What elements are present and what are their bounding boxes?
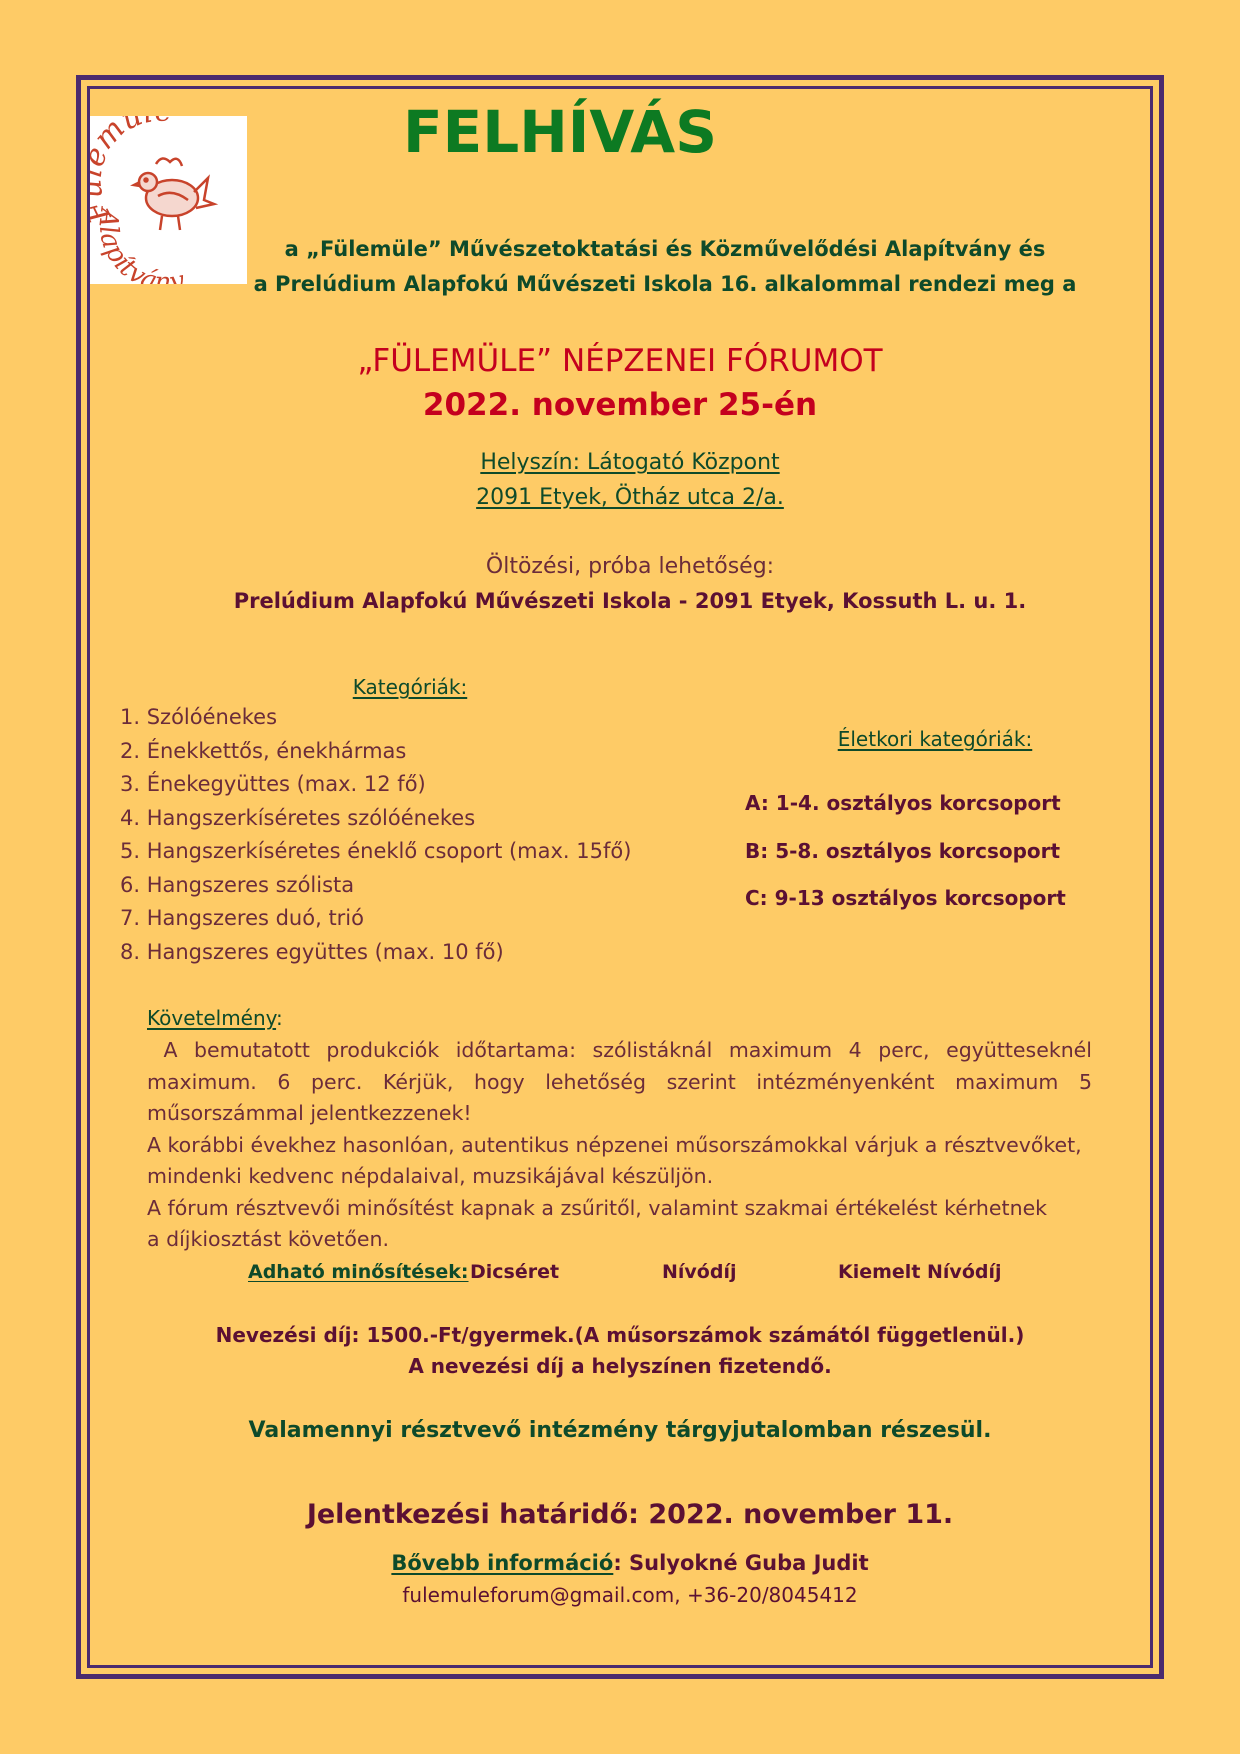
requirements-line: a díjkiosztást követően. (147, 1227, 389, 1251)
requirements-line: A fórum résztvevői minősítést kapnak a zsűritől, valamint szakmai értékelést kérhetnek (147, 1195, 1048, 1220)
prize-text: Valamennyi résztvevő intézmény tárgyjutalomban részesül. (248, 1418, 992, 1443)
logo-graphic (90, 116, 247, 284)
age-categories-title: Életkori kategóriák: (837, 727, 1033, 751)
event-name: „FÜLEMÜLE” NÉPZENEI FÓRUMOT (357, 343, 883, 379)
category-item: 1. Szólóénekes (120, 705, 278, 729)
logo-line1: mü (90, 116, 148, 157)
rating-item: Kiemelt Nívódíj (838, 1261, 1002, 1283)
dressing-label: Öltözési, próba lehetőség: (485, 554, 775, 579)
category-item: 8. Hangszeres együttes (max. 10 fő) (120, 939, 504, 964)
intro-line-1: a „Fülemüle” Művészetoktatási és Közművelődési Alapítvány és (284, 237, 1046, 261)
dressing-place: Prelúdium Alapfokú Művészeti Iskola - 2091 Etyek, Kossuth L. u. 1. (233, 589, 1027, 613)
age-category-c: C: 9-13 osztályos korcsoport (745, 886, 1066, 910)
category-item: 4. Hangszerkíséretes szólóénekes (120, 805, 476, 830)
categories-title: Kategóriák: (352, 675, 468, 699)
contact-line (300, 1548, 960, 1578)
fee-line-2: A nevezési díj a helyszínen fizetendő. (408, 1354, 832, 1378)
category-item: 2. Énekkettős, énekhármas (120, 738, 407, 763)
requirements-colon: : (276, 1006, 283, 1030)
contact-label: Bővebb információ (391, 1551, 614, 1575)
category-item: 5. Hangszerkíséretes éneklő csoport (max. 15fő) (120, 839, 632, 863)
logo-line2: Alapítvány (92, 207, 187, 284)
age-category-a: A: 1-4. osztályos korcsoport (745, 791, 1061, 815)
contact-details[interactable]: fulemuleforum@gmail.com, +36-20/8045412 (402, 1583, 858, 1607)
fulemule-logo (90, 116, 247, 284)
rating-item: Dicséret (470, 1261, 560, 1283)
age-category-b: B: 5-8. osztályos korcsoport (745, 839, 1061, 863)
requirements-line: műsorszámmal jelentkezzenek! (147, 1101, 472, 1125)
requirements-heading (147, 1003, 283, 1033)
requirements-line: A korábbi évekhez hasonlóan, autentikus népzenei műsorszámokkal várjuk a résztvevőket, (147, 1132, 1082, 1157)
deadline-text: Jelentkezési határidő: 2022. november 11. (306, 1499, 954, 1530)
requirements-line: A bemutatott produkciók időtartama: szólistáknál maximum 4 perc, együtteseknél (147, 1038, 1092, 1062)
venue-line-1: Helyszín: Látogató Központ (480, 450, 780, 475)
folk-bird-icon (134, 158, 214, 230)
category-item: 3. Énekegyüttes (max. 12 fő) (120, 772, 426, 796)
requirements-title: Követelmény (147, 1006, 277, 1030)
event-date: 2022. november 25-én (422, 387, 818, 423)
venue-line-2: 2091 Etyek, Ötház utca 2/a. (476, 485, 784, 510)
contact-name: Sulyokné Guba Judit (629, 1551, 869, 1575)
contact-colon: : (613, 1551, 622, 1575)
requirements-line: mindenki kedvenc népdalaival, muzsikájával készüljön. (147, 1164, 714, 1188)
intro-line-2: a Prelúdium Alapfokú Művészeti Iskola 16. alkalommal rendezi meg a (253, 272, 1077, 296)
category-item: 6. Hangszeres szólista (120, 872, 355, 897)
category-item: 7. Hangszeres duó, trió (120, 906, 364, 930)
page-title: FELHÍVÁS (403, 98, 717, 166)
ratings-label: Adható minősítések: (248, 1261, 469, 1283)
fee-line-1: Nevezési díj: 1500.-Ft/gyermek.(A műsorszámok számától függetlenül.) (215, 1323, 1025, 1347)
categories-list (120, 705, 720, 973)
rating-item: Nívódíj (662, 1261, 737, 1283)
requirements-line: maximum. 6 perc. Kérjük, hogy lehetőség szerint intézményenként maximum 5 (147, 1069, 1092, 1094)
requirements-text (147, 1035, 1092, 1256)
